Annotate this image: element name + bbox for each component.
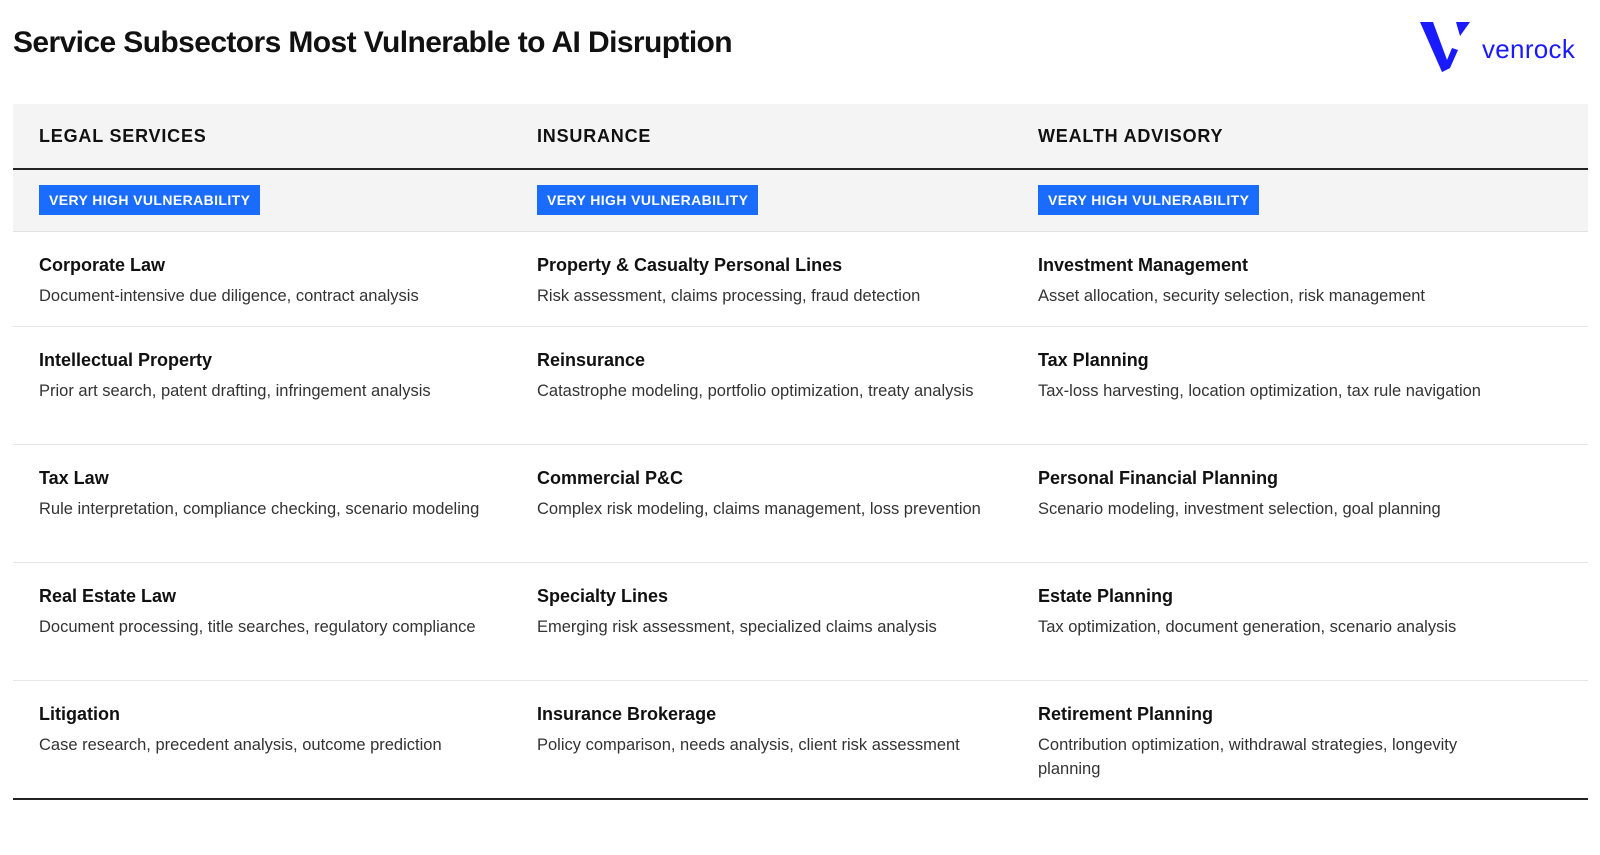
vulnerability-badge: VERY HIGH VULNERABILITY [537,185,758,215]
subsector-cell [1038,585,1488,639]
subsector-description: Tax optimization, document generation, scenario analysis [1038,618,1457,636]
column-header-legal-services: LEGAL SERVICES [39,126,207,146]
subsector-description: Tax-loss harvesting, location optimization, tax rule navigation [1038,382,1481,400]
subsector-description: Document processing, title searches, regulatory compliance [39,618,476,636]
subsector-cell [537,254,987,308]
subsector-cell [39,254,489,308]
subsector-cell [537,703,987,757]
venrock-logo [1420,22,1600,76]
subsector-name: Tax Law [39,468,109,488]
subsector-cell [39,703,489,757]
subsector-name: Insurance Brokerage [537,704,717,724]
subsector-description: Contribution optimization, withdrawal strategies, longevity planning [1038,736,1458,778]
subsector-description: Asset allocation, security selection, risk management [1038,287,1426,305]
subsector-description: Prior art search, patent drafting, infringement analysis [39,382,431,400]
venrock-v-icon [1420,22,1472,76]
subsector-cell [1038,467,1488,521]
column-header-insurance: INSURANCE [537,126,652,146]
subsector-cell [1038,349,1488,403]
subsector-name: Personal Financial Planning [1038,468,1279,488]
subsector-cell [537,585,987,639]
subsector-cell [39,585,489,639]
table-row [13,445,1588,563]
table-row [13,232,1588,327]
column-header-wealth-advisory: WEALTH ADVISORY [1038,126,1224,146]
subsector-name: Litigation [39,704,120,724]
subsector-description: Rule interpretation, compliance checking, scenario modeling [39,500,480,518]
table-row [13,681,1588,800]
subsector-description: Risk assessment, claims processing, fraud detection [537,287,921,305]
subsector-name: Reinsurance [537,350,646,370]
subsector-name: Property & Casualty Personal Lines [537,255,843,275]
vulnerability-badge: VERY HIGH VULNERABILITY [1038,185,1259,215]
subsector-name: Commercial P&C [537,468,684,488]
subsector-cell [1038,254,1488,308]
subsector-description: Emerging risk assessment, specialized claims analysis [537,618,937,636]
subsector-name: Estate Planning [1038,586,1174,606]
subsector-name: Intellectual Property [39,350,213,370]
subsector-name: Investment Management [1038,255,1249,275]
subsector-cell [537,467,987,521]
subsector-description: Catastrophe modeling, portfolio optimization, treaty analysis [537,382,974,400]
subsector-name: Corporate Law [39,255,166,275]
vulnerability-badge-row [13,170,1588,232]
subsector-description: Complex risk modeling, claims management, loss prevention [537,500,981,518]
table-row [13,563,1588,681]
subsector-name: Tax Planning [1038,350,1149,370]
table-header-row [13,104,1588,170]
vulnerability-table [13,104,1588,800]
page-title: Service Subsectors Most Vulnerable to AI Disruption [13,26,733,59]
table-row [13,327,1588,445]
subsector-name: Specialty Lines [537,586,669,606]
subsector-cell [39,467,489,521]
subsector-description: Document-intensive due diligence, contract analysis [39,287,419,305]
subsector-name: Retirement Planning [1038,704,1214,724]
subsector-description: Policy comparison, needs analysis, client risk assessment [537,736,960,754]
subsector-name: Real Estate Law [39,586,177,606]
subsector-description: Case research, precedent analysis, outcome prediction [39,736,442,754]
subsector-description: Scenario modeling, investment selection, goal planning [1038,500,1441,518]
subsector-cell [537,349,987,403]
subsector-cell [39,349,489,403]
subsector-cell [1038,703,1488,781]
brand-name: venrock [1482,34,1576,64]
vulnerability-badge: VERY HIGH VULNERABILITY [39,185,260,215]
